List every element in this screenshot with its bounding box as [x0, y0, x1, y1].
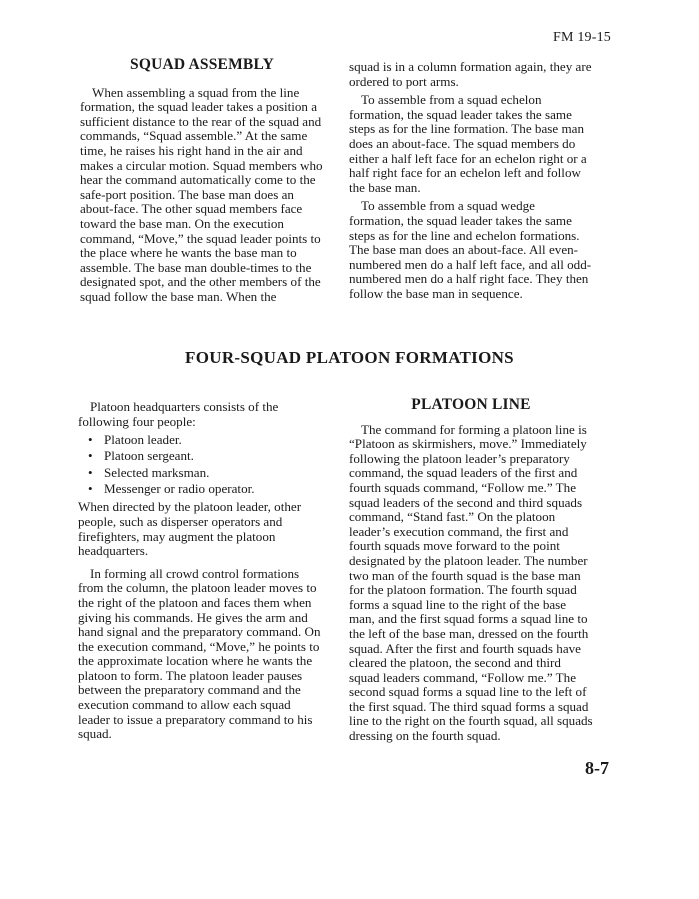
list-item: • Messenger or radio operator. — [88, 480, 255, 496]
squad-assembly-continued — [349, 60, 592, 306]
paragraph: Platoon headquarters consists of the following four people: — [78, 399, 279, 429]
section-title: SQUAD ASSEMBLY — [130, 56, 274, 73]
platoon-headquarters-section — [78, 400, 323, 746]
list-item: • Platoon leader. — [88, 432, 182, 448]
bullet-icon: • — [88, 464, 93, 480]
squad-assembly-section — [80, 58, 324, 309]
page-number: 8-7 — [585, 758, 609, 778]
bullet-icon: • — [88, 480, 93, 496]
section-title: PLATOON LINE — [411, 396, 531, 413]
paragraph: The command for forming a platoon line is “Platoon as skirmishers, move.” Immediately following the platoon leader’s preparatory command, the squad leaders of the first and fourth squads command, “Follow me.” The squad leaders of the second and third squads command, “Stand fast.” On the platoon leader’s execution command, the first and fourth squads move forward to the point designated by the platoon leader. The number two man of the fourth squad is the base man for the platoon formation. The fourth squad forms a squad line to the right of the base man, and the first squad forms a squad line to the left of the base man, dressed on the fourth squad. After the first and fourth squads have cleared the platoon, the second and third squad leaders command, “Follow me.” The second squad forms a squad line to the left of the first squad. The third squad forms a squad line to the right on the fourth squad, all squads dressing on the fourth squad. — [349, 421, 593, 744]
list-item: • Platoon sergeant. — [88, 448, 194, 464]
bullet-icon: • — [88, 448, 93, 464]
list-item: • Selected marksman. — [88, 464, 210, 480]
paragraph: In forming all crowd control formations from the column, the platoon leader moves to the right of the platoon and faces them when giving his commands. He gives the arm and hand signal and the preparatory command. On the execution command, “Move,” he points to the approximate location where he wants the platoon to form. The platoon leader pauses between the preparatory command and the execution command to allow each squad leader to issue a preparatory command to his squad. — [78, 565, 321, 742]
page-title: FOUR-SQUAD PLATOON FORMATIONS — [185, 348, 514, 367]
paragraph: To assemble from a squad wedge formation, the squad leader takes the same steps as for the line and echelon formations. The base man does an about-face. All even-numbered men do a half left face, and all odd-numbered men do a half right face. They then follow the base man in sequence. — [349, 198, 592, 301]
bullet-icon: • — [88, 432, 93, 448]
paragraph: To assemble from a squad echelon formation, the squad leader takes the same steps as for the line formation. The base man does an about-face. The squad members do either a half left face for an echelon right or a half right face for an echelon left and follow the base man. — [349, 92, 587, 195]
paragraph: squad is in a column formation again, they are ordered to port arms. — [349, 59, 592, 89]
document-code: FM 19-15 — [553, 30, 611, 45]
paragraph: When assembling a squad from the line formation, the squad leader takes a position a sufficient distance to the rear of the squad and commands, “Squad assemble.” At the same time, he raises his right hand in the air and makes a circular motion. Squad members who hear the command automatically come to the safe-port position. The base man does an about-face. The other squad members face toward the base man. On the execution command, “Move,” the squad leader points to the place where he wants the base man to assemble. The base man double-times to the designated spot, and the other members of the squad follow the base man. When the — [80, 84, 323, 304]
paragraph: When directed by the platoon leader, other people, such as disperser operators and firefighters, may augment the platoon headquarters. — [78, 499, 302, 559]
bullet-list — [78, 433, 323, 496]
platoon-line-section — [349, 398, 593, 748]
